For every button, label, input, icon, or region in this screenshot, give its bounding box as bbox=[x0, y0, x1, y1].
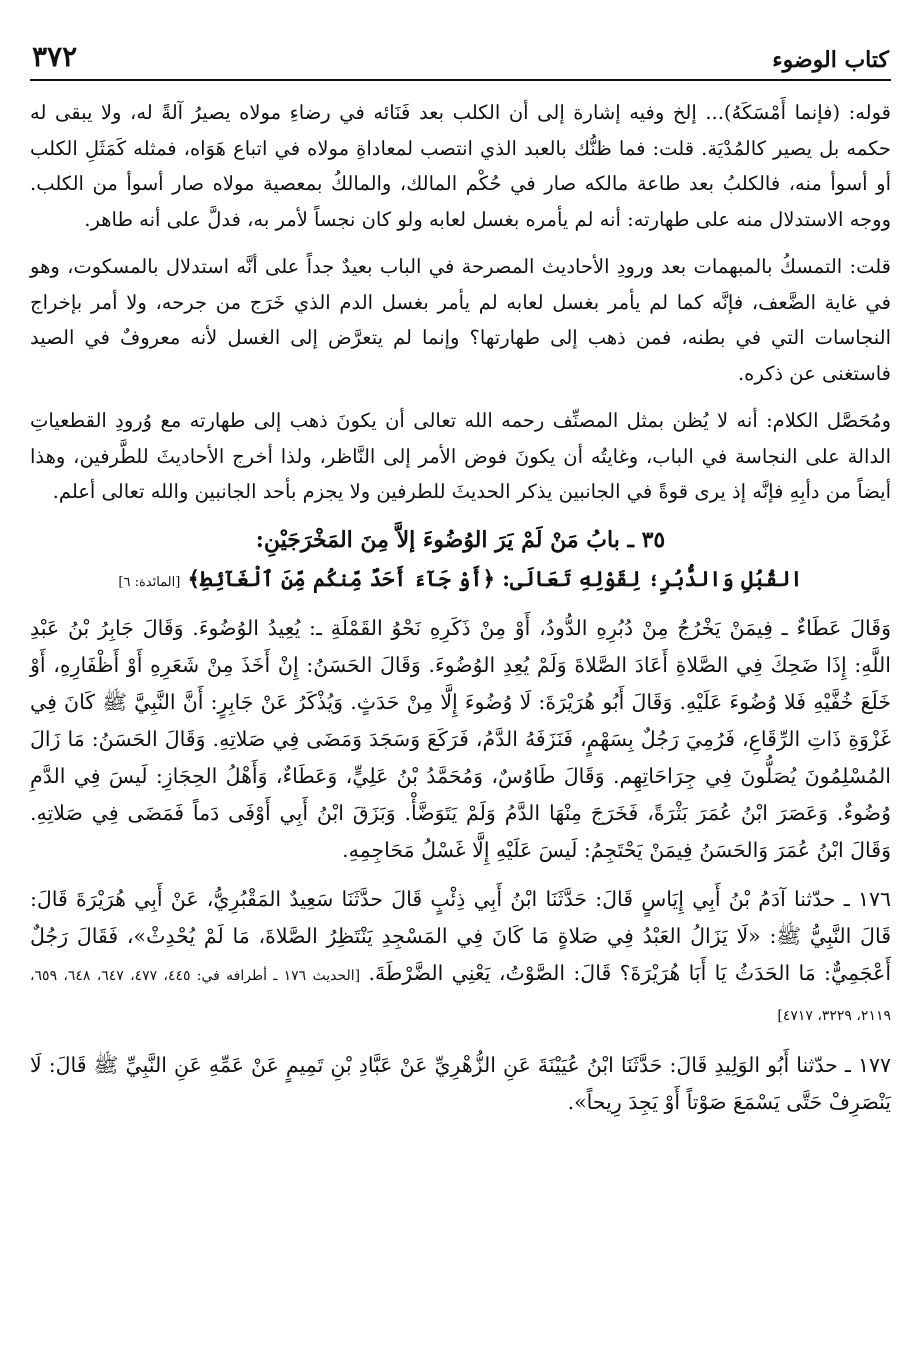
hadith-176 bbox=[30, 881, 891, 1035]
page bbox=[30, 40, 891, 1351]
chapter-subtitle-text: القُبُلِ وَالدُّبُرِ؛ لِقَوْلِهِ تَعَالَى: ﴿أَوْ جَآءَ أَحَدٌ مِّنكُم مِّنَ ٱلْغَآئِطِ﴾ bbox=[187, 565, 803, 591]
chapter-text: وَقَالَ عَطَاءٌ ـ فِيمَنْ يَخْرُجُ مِنْ دُبُرِهِ الدُّودُ، أَوْ مِنْ ذَكَرِهِ نَحْوُ القَمْلَةِ ـ: يُعِيدُ الوُضُوءَ. وَقَالَ جَابِرُ بْنُ عَبْدِ اللَّهِ: إِذَا ضَحِكَ فِي الصَّلاةِ أَعَادَ الصَّلاةَ وَلَمْ يُعِدِ الوُضُوءَ. وَقَالَ الحَسَنُ: إِنْ أَخَذَ مِنْ شَعَرِهِ أَوْ أَظْفَارِهِ، أَوْ خَلَعَ خُفَّيْهِ فَلا وُضُوءَ عَلَيْهِ. وَقَالَ أَبُو هُرَيْرَةَ: لَا وُضُوءَ إِلَّا مِنْ حَدَثٍ. وَيُذْكَرُ عَنْ جَابِرٍ: أَنَّ النَّبِيَّ ﷺ كَانَ فِي غَزْوَةِ ذَاتِ الرِّقَاعِ، فَرُمِيَ رَجُلٌ بِسَهْمٍ، فَنَزَفَهُ الدَّمُ، فَرَكَعَ وَسَجَدَ وَمَضَى فِي صَلاتِهِ. وَقَالَ الحَسَنُ: مَا زَالَ المُسْلِمُونَ يُصَلُّونَ فِي جِرَاحَاتِهِم. وَقَالَ طَاوُسٌ، وَمُحَمَّدُ بْنُ عَلِيٍّ، وَعَطَاءٌ، وَأَهْلُ الحِجَازِ: لَيسَ فِي الدَّمِ وُضُوءٌ. وَعَصَرَ ابْنُ عُمَرَ بَثْرَةً، فَخَرَجَ مِنْهَا الدَّمُ وَلَمْ يَتَوَضَّأْ. وَبَزَقَ ابْنُ أَبِي أَوْفَى دَماً فَمَضَى فِي صَلاتِهِ. وَقَالَ ابْنُ عُمَرَ وَالحَسَنُ فِيمَنْ يَحْتَجِمُ: لَيسَ عَلَيْهِ إِلَّا غَسْلُ مَحَاجِمِهِ. bbox=[30, 615, 891, 862]
hadith-176-text: ١٧٦ ـ حدّثنا آدَمُ بْنُ أَبِي إِيَاسٍ قَالَ: حَدَّثَنَا ابْنُ أَبِي ذِئْبٍ قَالَ حدَّثَنَا سَعِيدٌ المَقْبُرِيُّ، عَنْ أَبِي هُرَيْرَةَ قَالَ: قَالَ النَّبِيُّ ﷺ: «لَا يَزَالُ العَبْدُ فِي صَلاةٍ مَا كَانَ فِي المَسْجِدِ يَنْتَظِرُ الصَّلاةَ، مَا لَمْ يُحْدِثْ»، فَقَالَ رَجُلٌ أَعْجَمِيٌّ: مَا الحَدَثُ يَا أَبَا هُرَيْرَةَ؟ قَالَ: الصَّوْتُ، يَعْنِي الضَّرْطَةَ. bbox=[30, 886, 892, 985]
chapter-title: ٣٥ ـ بابُ مَنْ لَمْ يَرَ الوُضُوءَ إلاَّ مِنَ المَخْرَجَيْنِ: bbox=[255, 526, 666, 553]
commentary-paragraph: ومُحَصَّل الكلام: أنه لا يُظن بمثل المصنِّف رحمه الله تعالى أن يكونَ ذهب إلى طهارته مع وُرودِ القطعياتِ الدالة على النجاسة في الباب، وغايتُه أن يكونَ فوض الأمر إلى النَّاظر، ولذا أخرج الأحاديثَ للطَّرفين، وهذا أيضاً من دأبِهِ فإنَّه إذ يرى قوةً في الجانبين يذكر الحديثَ للطرفين ولا يجزم بأحد الجانبين والله تعالى أعلم. bbox=[30, 409, 891, 503]
hadith-177: ١٧٧ ـ حدّثنا أَبُو الوَلِيدِ قَالَ: حَدَّثَنَا ابْنُ عُيَيْنَةَ عَنِ الزُّهْرِيِّ عَنْ عَبَّادِ بْنِ تَمِيمٍ عَنْ عَمِّهِ عَنِ النَّبِيِّ ﷺ قَالَ: لَا يَنْصَرِفْ حَتَّى يَسْمَعَ صَوْتاً أَوْ يَجِدَ رِيحاً». bbox=[30, 1052, 891, 1114]
book-title: كتاب الوضوء bbox=[772, 47, 889, 73]
commentary-paragraph: قوله: (فإنما أَمْسَكَهُ)... إلخ وفيه إشارة إلى أن الكلب بعد فَنَائه في رضاءِ مولاه يصيرُ آلةً له، ولا يبقى له حكمه بل يصير كالمُدْيَة. قلت: فما ظنُّك بالعبد الذي انتصب لمعاداةِ مولاه في اتباع هَوَاه، فمثله كَمَثَلِ الكلب أو أسوأ منه، فالكلبُ بعد طاعة مالكه صار في حُكْم المالك، والمالكُ بمعصية مولاه صار أسوأ من الكلب. ووجه الاستدلال منه على طهارته: أنه لم يأمره بغسل لعابه ولو كان نجساً لأمر به، فدلَّ على أنه طاهر. bbox=[30, 101, 891, 231]
commentary-paragraph: قلت: التمسكُ بالمبهمات بعد ورودِ الأحاديث المصرحة في الباب بعيدٌ جداً على أنَّه استدلال بالمسكوت، وهو في غاية الضَّعف، فإنَّه كما لم يأمر بغسل لعابه لم يأمر بغسل الدم الذي خَرَج من جرحه، ولا أمر بإخراج النجاسات التي في بطنه، فمن ذهب إلى طهارتها؟ وإنما لم يتعرَّض إلى الغسل لأنه معروفٌ في الصيد فاستغنى عن ذكره. bbox=[30, 255, 891, 385]
page-number: ٣٧٢ bbox=[32, 40, 78, 73]
quran-reference: [المائدة: ٦] bbox=[118, 574, 181, 590]
chapter-subtitle bbox=[30, 562, 891, 600]
hadith-176-ref: [الحديث ١٧٦ ـ أطرافه في: ٤٤٥، ٤٧٧، ٦٤٧، ٦٤٨، ٦٥٩، ٢١١٩، ٣٢٢٩، ٤٧١٧] bbox=[30, 967, 891, 1024]
page-header bbox=[30, 40, 891, 81]
